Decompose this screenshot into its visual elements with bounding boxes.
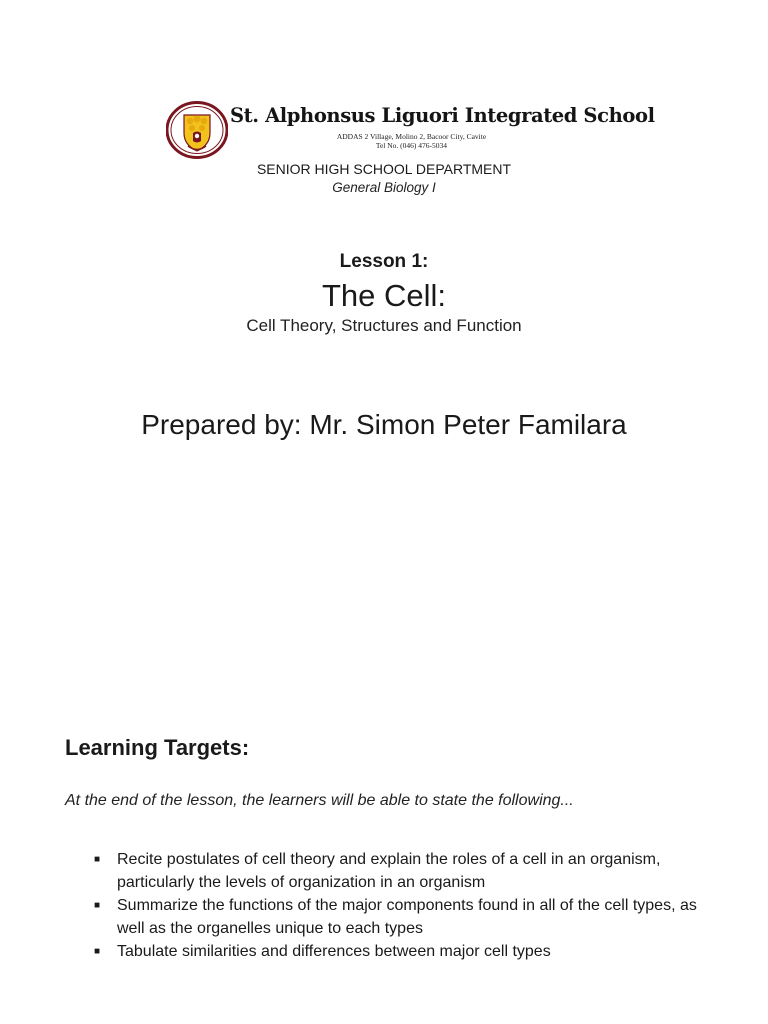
lesson-title: The Cell: bbox=[321, 278, 447, 313]
department-title: SENIOR HIGH SCHOOL DEPARTMENT bbox=[256, 161, 512, 177]
learning-target-text: Tabulate similarities and differences between major cell types bbox=[117, 943, 551, 960]
school-address: ADDAS 2 Village, Molino 2, Bacoor City, Cavite bbox=[336, 132, 487, 141]
school-header bbox=[0, 100, 768, 162]
learning-targets-heading: Learning Targets: bbox=[65, 735, 250, 760]
school-name: St. Alphonsus Liguori Integrated School bbox=[230, 104, 655, 127]
subject-name: General Biology I bbox=[332, 180, 436, 195]
list-item bbox=[92, 894, 712, 940]
list-item bbox=[92, 940, 712, 963]
lesson-label: Lesson 1: bbox=[339, 251, 429, 272]
lesson-subtitle: Cell Theory, Structures and Function bbox=[246, 316, 522, 335]
learning-targets-list bbox=[92, 848, 712, 963]
bullet-icon: ■ bbox=[94, 946, 101, 957]
prepared-by: Prepared by: Mr. Simon Peter Familara bbox=[141, 409, 627, 440]
learning-target-text: Summarize the functions of the major components found in all of the cell types, as well as the organelles unique to each types bbox=[117, 897, 697, 937]
bullet-icon: ■ bbox=[94, 854, 101, 865]
school-telephone: Tel No. (046) 476-5034 bbox=[375, 141, 448, 150]
school-logo-icon bbox=[166, 101, 228, 159]
learning-targets-intro: At the end of the lesson, the learners will be able to state the following... bbox=[65, 792, 574, 809]
bullet-icon: ■ bbox=[94, 900, 101, 911]
learning-target-text: Recite postulates of cell theory and explain the roles of a cell in an organism, particularly the levels of organization in an organism bbox=[117, 851, 661, 891]
list-item bbox=[92, 848, 712, 894]
